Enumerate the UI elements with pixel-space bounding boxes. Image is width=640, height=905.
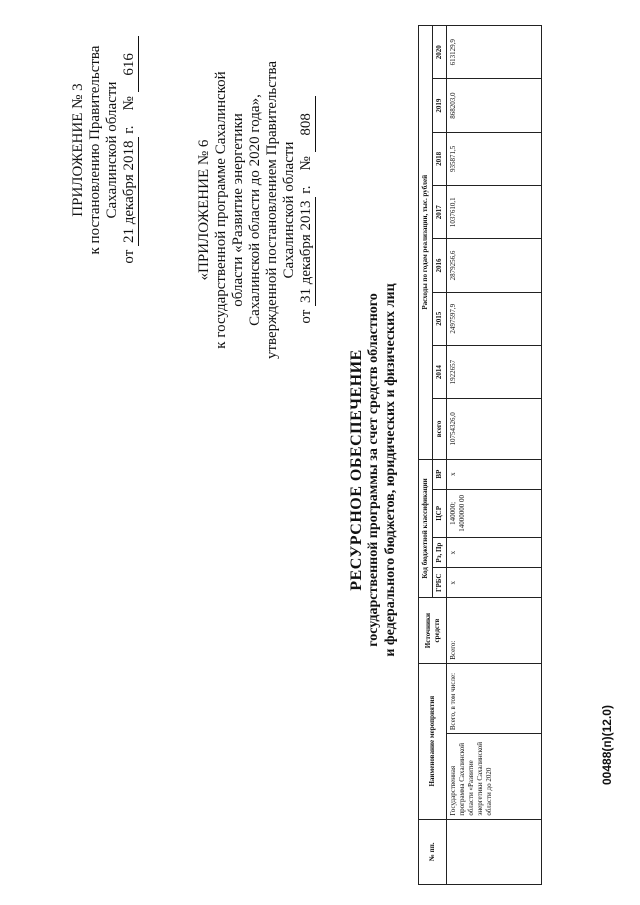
appendix-3-year-suffix: г.	[121, 125, 137, 134]
header-code-rzpr: Рз, Пр	[433, 538, 447, 568]
appendix-3-line-1: к постановлению Правительства	[87, 45, 103, 255]
row-value-2014: 1922657	[447, 345, 542, 398]
header-number: № пп.	[419, 819, 447, 884]
appendix-6-line-4: утвержденной постановлением Правительства	[264, 60, 280, 360]
row-number	[447, 819, 542, 884]
appendix-6-title: «ПРИЛОЖЕНИЕ № 6	[196, 139, 212, 281]
appendix-3-date-line	[121, 15, 139, 285]
row-source: Всего:	[447, 598, 542, 663]
header-year-2014: 2014	[433, 345, 447, 398]
appendix-6-year-suffix: г.	[298, 185, 314, 194]
header-year-2016: 2016	[433, 239, 447, 292]
row-code-rzpr: х	[447, 538, 542, 568]
row-value-2015: 2497597,9	[447, 292, 542, 345]
row-activity-name: Государственная программа Сахалинской области «Развитие энергетики Сахалинской области до 2020	[447, 734, 542, 819]
row-value-2017: 1037610,1	[447, 186, 542, 239]
appendix-6-line-5: Сахалинской области	[281, 141, 297, 279]
appendix-6-date-line	[298, 15, 316, 405]
header-year-2015: 2015	[433, 292, 447, 345]
row-value-2019: 868203,0	[447, 79, 542, 132]
header-code-grbs: ГРБС	[433, 568, 447, 598]
header-year-2019: 2019	[433, 79, 447, 132]
appendix-6-date: 31 декабря 2013	[298, 197, 316, 306]
appendix-3-header	[70, 15, 139, 285]
header-total: всего	[433, 399, 447, 459]
appendix-3-title: ПРИЛОЖЕНИЕ № 3	[70, 83, 86, 217]
header-budget-code: Код бюджетной классификации	[419, 459, 433, 598]
table-header-row	[419, 26, 433, 885]
row-code-grbs: х	[447, 568, 542, 598]
row-activity-sub: Всего, в том числе:	[447, 663, 542, 733]
header-activity-name: Наименование мероприятия	[419, 663, 447, 819]
appendix-6-number: 808	[298, 96, 316, 152]
header-code-csr: ЦСР	[433, 489, 447, 537]
header-sources: Источники средств	[419, 598, 447, 663]
header-expenses: Расходы по годам реализации, тыс. рублей	[419, 26, 433, 460]
appendix-6-number-label: №	[298, 156, 314, 171]
appendix-6-line-2: области «Развитие энергетики	[230, 113, 246, 307]
appendix-3-line-2: Сахалинской области	[104, 81, 120, 219]
row-value-2020: 613129,9	[447, 26, 542, 79]
appendix-6-from-label: от	[298, 309, 314, 324]
header-code-vr: ВР	[433, 459, 447, 489]
header-year-2018: 2018	[433, 132, 447, 185]
row-code-vr: х	[447, 459, 542, 489]
document-title	[348, 260, 399, 680]
appendix-3-from-label: от	[121, 249, 137, 264]
document-code: 00488(п)(12.0)	[600, 705, 614, 785]
title-line-2: государственной программы за счет средств областного	[366, 293, 381, 647]
table-row	[447, 26, 542, 885]
title-line-1: РЕСУРСНОЕ ОБЕСПЕЧЕНИЕ	[348, 349, 365, 591]
row-total: 10754326,0	[447, 399, 542, 459]
appendix-3-number: 616	[121, 36, 139, 92]
appendix-3-number-label: №	[121, 96, 137, 111]
row-value-2018: 935871,5	[447, 132, 542, 185]
header-year-2020: 2020	[433, 26, 447, 79]
appendix-6-line-3: Сахалинской области до 2020 года»,	[247, 94, 263, 326]
title-line-3: и федерального бюджетов, юридических и физических лиц	[383, 283, 398, 657]
appendix-6-header	[196, 15, 316, 405]
appendix-6-line-1: к государственной программе Сахалинской	[213, 71, 229, 349]
row-value-2016: 2879256,6	[447, 239, 542, 292]
row-code-csr: 140000; 14000000 00	[447, 489, 542, 537]
header-year-2017: 2017	[433, 186, 447, 239]
resource-table	[418, 25, 542, 885]
appendix-3-date: 21 декабря 2018	[121, 137, 139, 246]
